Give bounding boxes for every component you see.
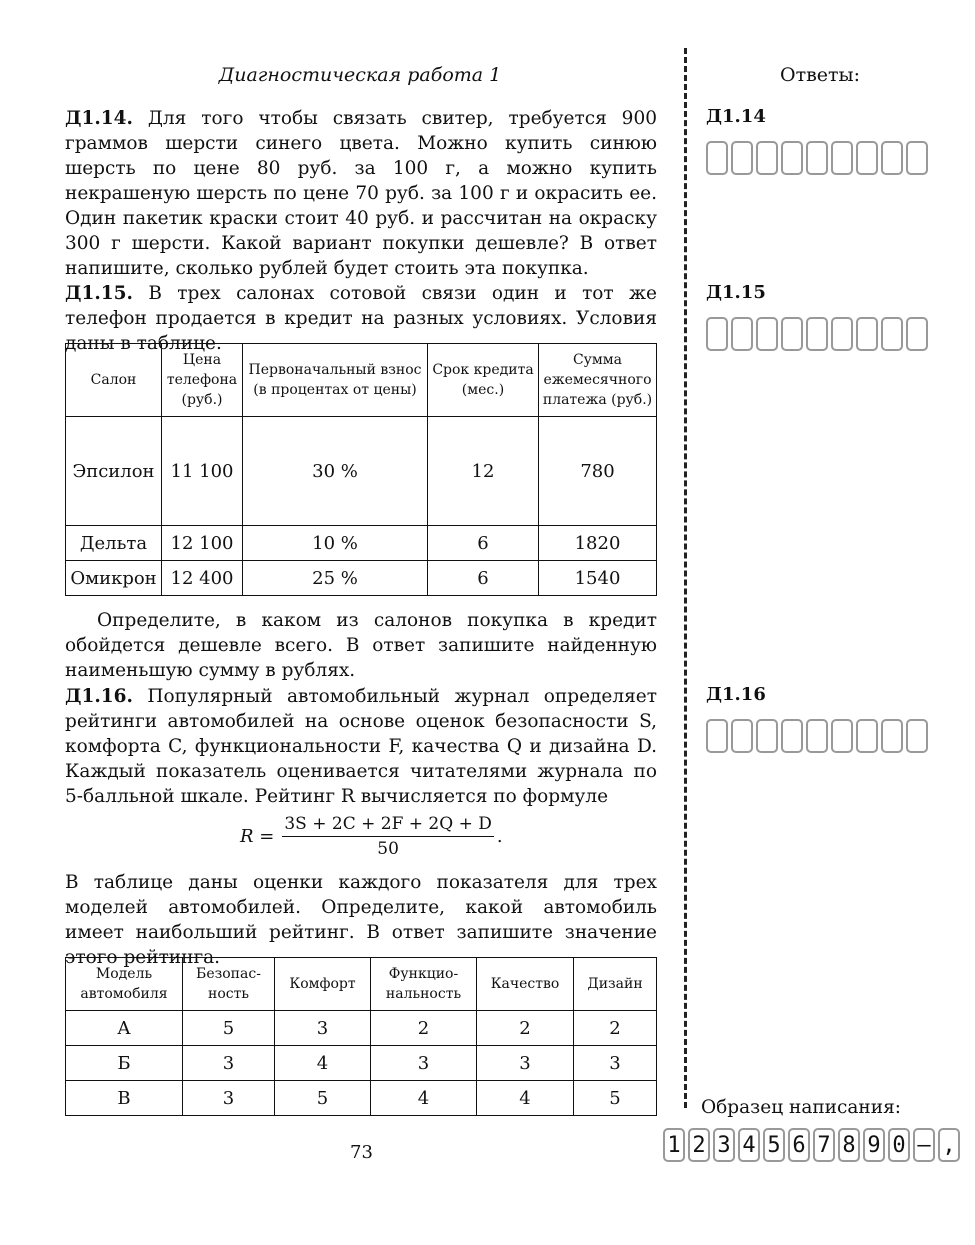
sample-glyph: 4 — [738, 1128, 760, 1162]
problem-16-question — [65, 870, 657, 970]
table-header-cell: Сумма ежемесячного платежа (руб.) — [539, 344, 657, 417]
formula-fraction — [282, 814, 494, 859]
table-cell: 3 — [574, 1046, 657, 1081]
table-header-cell: Салон — [66, 344, 162, 417]
problem-15-question — [65, 608, 657, 683]
sample-glyph: 8 — [838, 1128, 860, 1162]
table-cell: 10 % — [243, 526, 428, 561]
sample-glyph: 6 — [788, 1128, 810, 1162]
table-row — [66, 526, 657, 561]
answer-cell[interactable] — [731, 141, 753, 175]
page-header-title: Диагностическая работа 1 — [218, 64, 502, 86]
credit-conditions-table — [65, 343, 657, 596]
answer-cell[interactable] — [806, 719, 828, 753]
sample-glyph: 1 — [663, 1128, 685, 1162]
table-cell: 2 — [371, 1011, 477, 1046]
answer-cell[interactable] — [881, 141, 903, 175]
answer-cell[interactable] — [831, 719, 853, 753]
table-row — [66, 1046, 657, 1081]
table-cell: 5 — [183, 1011, 275, 1046]
answer-cell[interactable] — [731, 719, 753, 753]
problem-15-label: Д1.15. — [65, 283, 133, 304]
table-cell: 11 100 — [162, 417, 243, 526]
table-cell: 4 — [371, 1081, 477, 1116]
answer-cell[interactable] — [906, 719, 928, 753]
answers-title: Ответы: — [780, 64, 861, 86]
sample-glyph: 2 — [688, 1128, 710, 1162]
answer-field-14[interactable] — [706, 141, 931, 175]
dashed-divider — [684, 48, 687, 1108]
sample-glyph: 0 — [888, 1128, 910, 1162]
table-cell: 3 — [275, 1011, 371, 1046]
answer-cell[interactable] — [781, 317, 803, 351]
problem-15-text: В трех салонах сотовой связи один и тот же телефон продается в кредит на разных условиях. Условия даны в таблице. — [65, 283, 657, 354]
table-cell: 780 — [539, 417, 657, 526]
answer-cell[interactable] — [806, 141, 828, 175]
formula-numerator: 3S + 2C + 2F + 2Q + D — [282, 814, 494, 837]
sample-glyph: , — [938, 1128, 960, 1162]
table-row — [66, 561, 657, 596]
car-ratings-table — [65, 957, 657, 1116]
table-cell: 12 100 — [162, 526, 243, 561]
problem-16-after-text: В таблице даны оценки каждого показателя для трех моделей автомобилей. Определите, какой автомобиль имеет наибольший рейтинг. В ответ запишите значение этого рейтинга. — [65, 872, 657, 968]
sample-glyph: 9 — [863, 1128, 885, 1162]
answer-cell[interactable] — [856, 719, 878, 753]
answer-cell[interactable] — [906, 141, 928, 175]
table-cell: Омикрон — [66, 561, 162, 596]
table-cell: 6 — [428, 561, 539, 596]
problem-16 — [65, 684, 657, 809]
rating-formula — [240, 814, 503, 859]
table-cell: Дельта — [66, 526, 162, 561]
table-cell: 30 % — [243, 417, 428, 526]
answer-cell[interactable] — [781, 141, 803, 175]
table-row — [66, 417, 657, 526]
table-header-row — [66, 344, 657, 417]
table-header-cell: Срок кредита (мес.) — [428, 344, 539, 417]
problem-14-paragraph — [65, 106, 657, 281]
table-header-cell: Комфорт — [275, 958, 371, 1011]
sample-glyph: 3 — [713, 1128, 735, 1162]
table-header-cell: Модель автомобиля — [66, 958, 183, 1011]
table-cell: 4 — [275, 1046, 371, 1081]
sample-glyph: 7 — [813, 1128, 835, 1162]
problem-16-paragraph — [65, 684, 657, 809]
answer-cell[interactable] — [881, 317, 903, 351]
answer-field-16[interactable] — [706, 719, 931, 753]
problem-14-text: Для того чтобы связать свитер, требуется 900 граммов шерсти синего цвета. Можно купить синюю шерсть по цене 80 руб. за 100 г, а можно купить некрашеную шерсть по цене 70 руб. за 100 г и окрасить ее. Один пакетик краски стоит 40 руб. и рассчитан на окраску 300 г шерсти. Какой вариант покупки дешевле? В ответ напишите, сколько рублей будет стоить эта покупка. — [65, 108, 657, 279]
sample-writing-label: Образец написания: — [701, 1097, 901, 1118]
answer-cell[interactable] — [756, 141, 778, 175]
problem-15-after-text: Определите, в каком из салонов покупка в кредит обойдется дешевле всего. В ответ запишите найденную наименьшую сумму в рублях. — [65, 610, 657, 681]
answer-cell[interactable] — [756, 719, 778, 753]
table-row — [66, 1011, 657, 1046]
answer-cell[interactable] — [831, 317, 853, 351]
formula-denominator: 50 — [377, 839, 399, 859]
answer-cell[interactable] — [881, 719, 903, 753]
table-cell: 4 — [477, 1081, 574, 1116]
table-cell: 3 — [183, 1046, 275, 1081]
table-cell: 12 — [428, 417, 539, 526]
table-header-cell: Функцио-нальность — [371, 958, 477, 1011]
answer-cell[interactable] — [731, 317, 753, 351]
table-cell: 3 — [477, 1046, 574, 1081]
answer-label-15: Д1.15 — [706, 282, 766, 303]
table-cell: 1820 — [539, 526, 657, 561]
answer-cell[interactable] — [856, 141, 878, 175]
table-cell: 3 — [371, 1046, 477, 1081]
table-cell: 3 — [183, 1081, 275, 1116]
table-cell: 2 — [477, 1011, 574, 1046]
sample-glyph: 5 — [763, 1128, 785, 1162]
answer-cell[interactable] — [856, 317, 878, 351]
sample-glyph: – — [913, 1128, 935, 1162]
answer-cell[interactable] — [781, 719, 803, 753]
table-cell: 25 % — [243, 561, 428, 596]
formula-lhs: R = — [240, 826, 275, 847]
answer-cell[interactable] — [906, 317, 928, 351]
problem-16-text: Популярный автомобильный журнал определяет рейтинги автомобилей на основе оценок безопасности S, комфорта C, функциональности F, качества Q и дизайна D. Каждый показатель оценивается читателями журнала по 5-балльной шкале. Рейтинг R вычисляется по формуле — [65, 686, 657, 807]
table-cell: Эпсилон — [66, 417, 162, 526]
table-header-cell: Качество — [477, 958, 574, 1011]
table-cell: В — [66, 1081, 183, 1116]
table-header-cell: Безопас-ность — [183, 958, 275, 1011]
table-cell: 1540 — [539, 561, 657, 596]
table-cell: 12 400 — [162, 561, 243, 596]
table-header-cell: Первоначальный взнос (в процентах от цены) — [243, 344, 428, 417]
answer-cell[interactable] — [756, 317, 778, 351]
answer-cell[interactable] — [806, 317, 828, 351]
table-header-cell: Цена телефона (руб.) — [162, 344, 243, 417]
problem-14 — [65, 106, 657, 281]
answer-cell[interactable] — [706, 141, 728, 175]
table-header-row — [66, 958, 657, 1011]
table-cell: 5 — [574, 1081, 657, 1116]
sample-writing-glyphs — [663, 1128, 963, 1162]
table-cell: 6 — [428, 526, 539, 561]
answer-field-15[interactable] — [706, 317, 931, 351]
answer-cell[interactable] — [706, 317, 728, 351]
table-header-cell: Дизайн — [574, 958, 657, 1011]
answer-cell[interactable] — [831, 141, 853, 175]
table-row — [66, 1081, 657, 1116]
answer-label-16: Д1.16 — [706, 684, 766, 705]
table-cell: 5 — [275, 1081, 371, 1116]
formula-period: . — [496, 826, 503, 847]
answer-label-14: Д1.14 — [706, 106, 766, 127]
table-cell: Б — [66, 1046, 183, 1081]
table-cell: А — [66, 1011, 183, 1046]
page-number: 73 — [350, 1142, 373, 1163]
table-cell: 2 — [574, 1011, 657, 1046]
problem-14-label: Д1.14. — [65, 108, 133, 129]
problem-16-label: Д1.16. — [65, 686, 133, 707]
answer-cell[interactable] — [706, 719, 728, 753]
